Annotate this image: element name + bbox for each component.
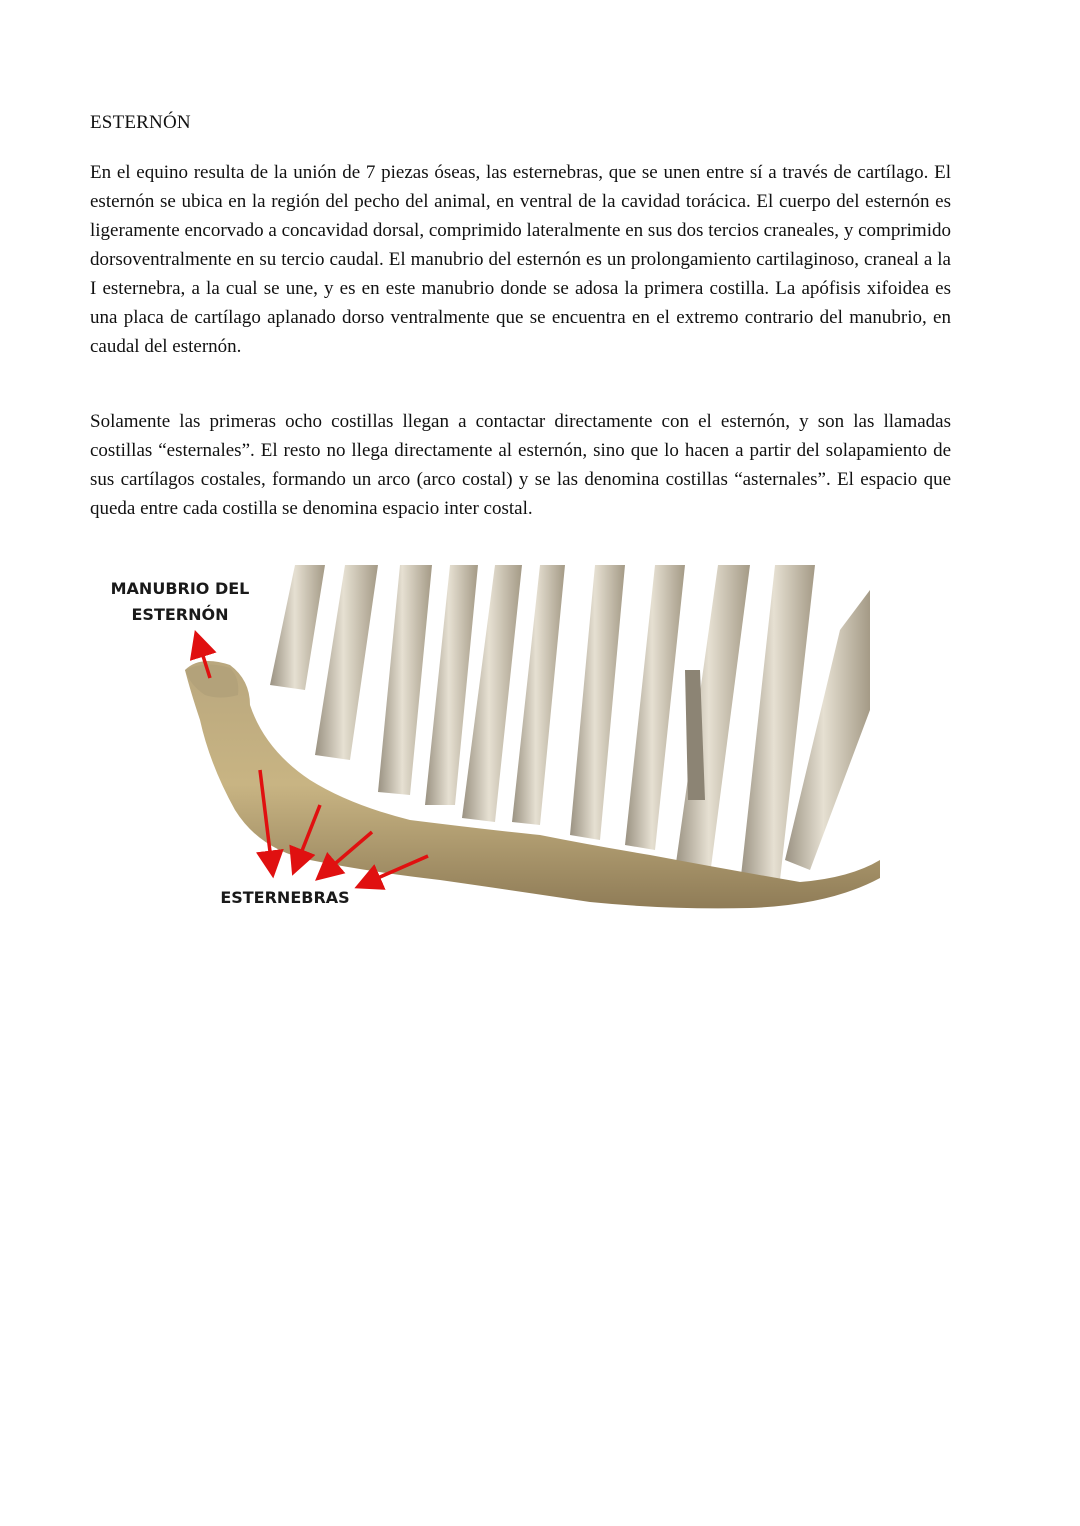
arrow-manubrio [198,640,210,678]
arrow-esternebra-3 [323,832,372,874]
paragraph-sternum-description: En el equino resulta de la unión de 7 piezas óseas, las esternebras, que se unen entre sí a través de cartílago. El esternón se ubica en la región del pecho del animal, en ventral de la cavidad torácica. El cuerpo del esternón es ligeramente encorvado a concavidad dorsal, comprimido lateralmente en sus dos tercios craneales, y comprimido dorsoventralmente en su tercio caudal. El manubrio del esternón es un prolongamiento cartilaginoso, craneal a la I esternebra, a la cual se une, y es en este manubrio donde se adosa la primera costilla. La apófisis xifoidea es una placa de cartílago aplanado dorso ventralmente que se encuentra en el extremo contrario del manubrio, en caudal del esternón. [90,162,951,357]
label-esternebras: ESTERNEBRAS [220,888,350,907]
arrow-esternebra-4 [364,856,428,884]
sternum-figure [110,560,880,925]
label-manubrio-line2: ESTERNÓN [131,605,229,624]
paragraph-ribs-description: Solamente las primeras ocho costillas llegan a contactar directamente con el esternón, y son las llamadas costillas “esternales”. El resto no llega directamente al esternón, sino que lo hacen a partir del solapamiento de sus cartílagos costales, formando un arco (arco costal) y se las denomina costillas “asternales”. El espacio que queda entre cada costilla se denomina espacio inter costal. [90,411,951,519]
label-manubrio-del-esternon [110,576,250,628]
section-title: ESTERNÓN [90,112,191,133]
label-manubrio-line1: MANUBRIO DEL [110,579,250,598]
arrow-esternebra-1 [260,770,272,868]
arrow-esternebra-2 [296,805,320,866]
